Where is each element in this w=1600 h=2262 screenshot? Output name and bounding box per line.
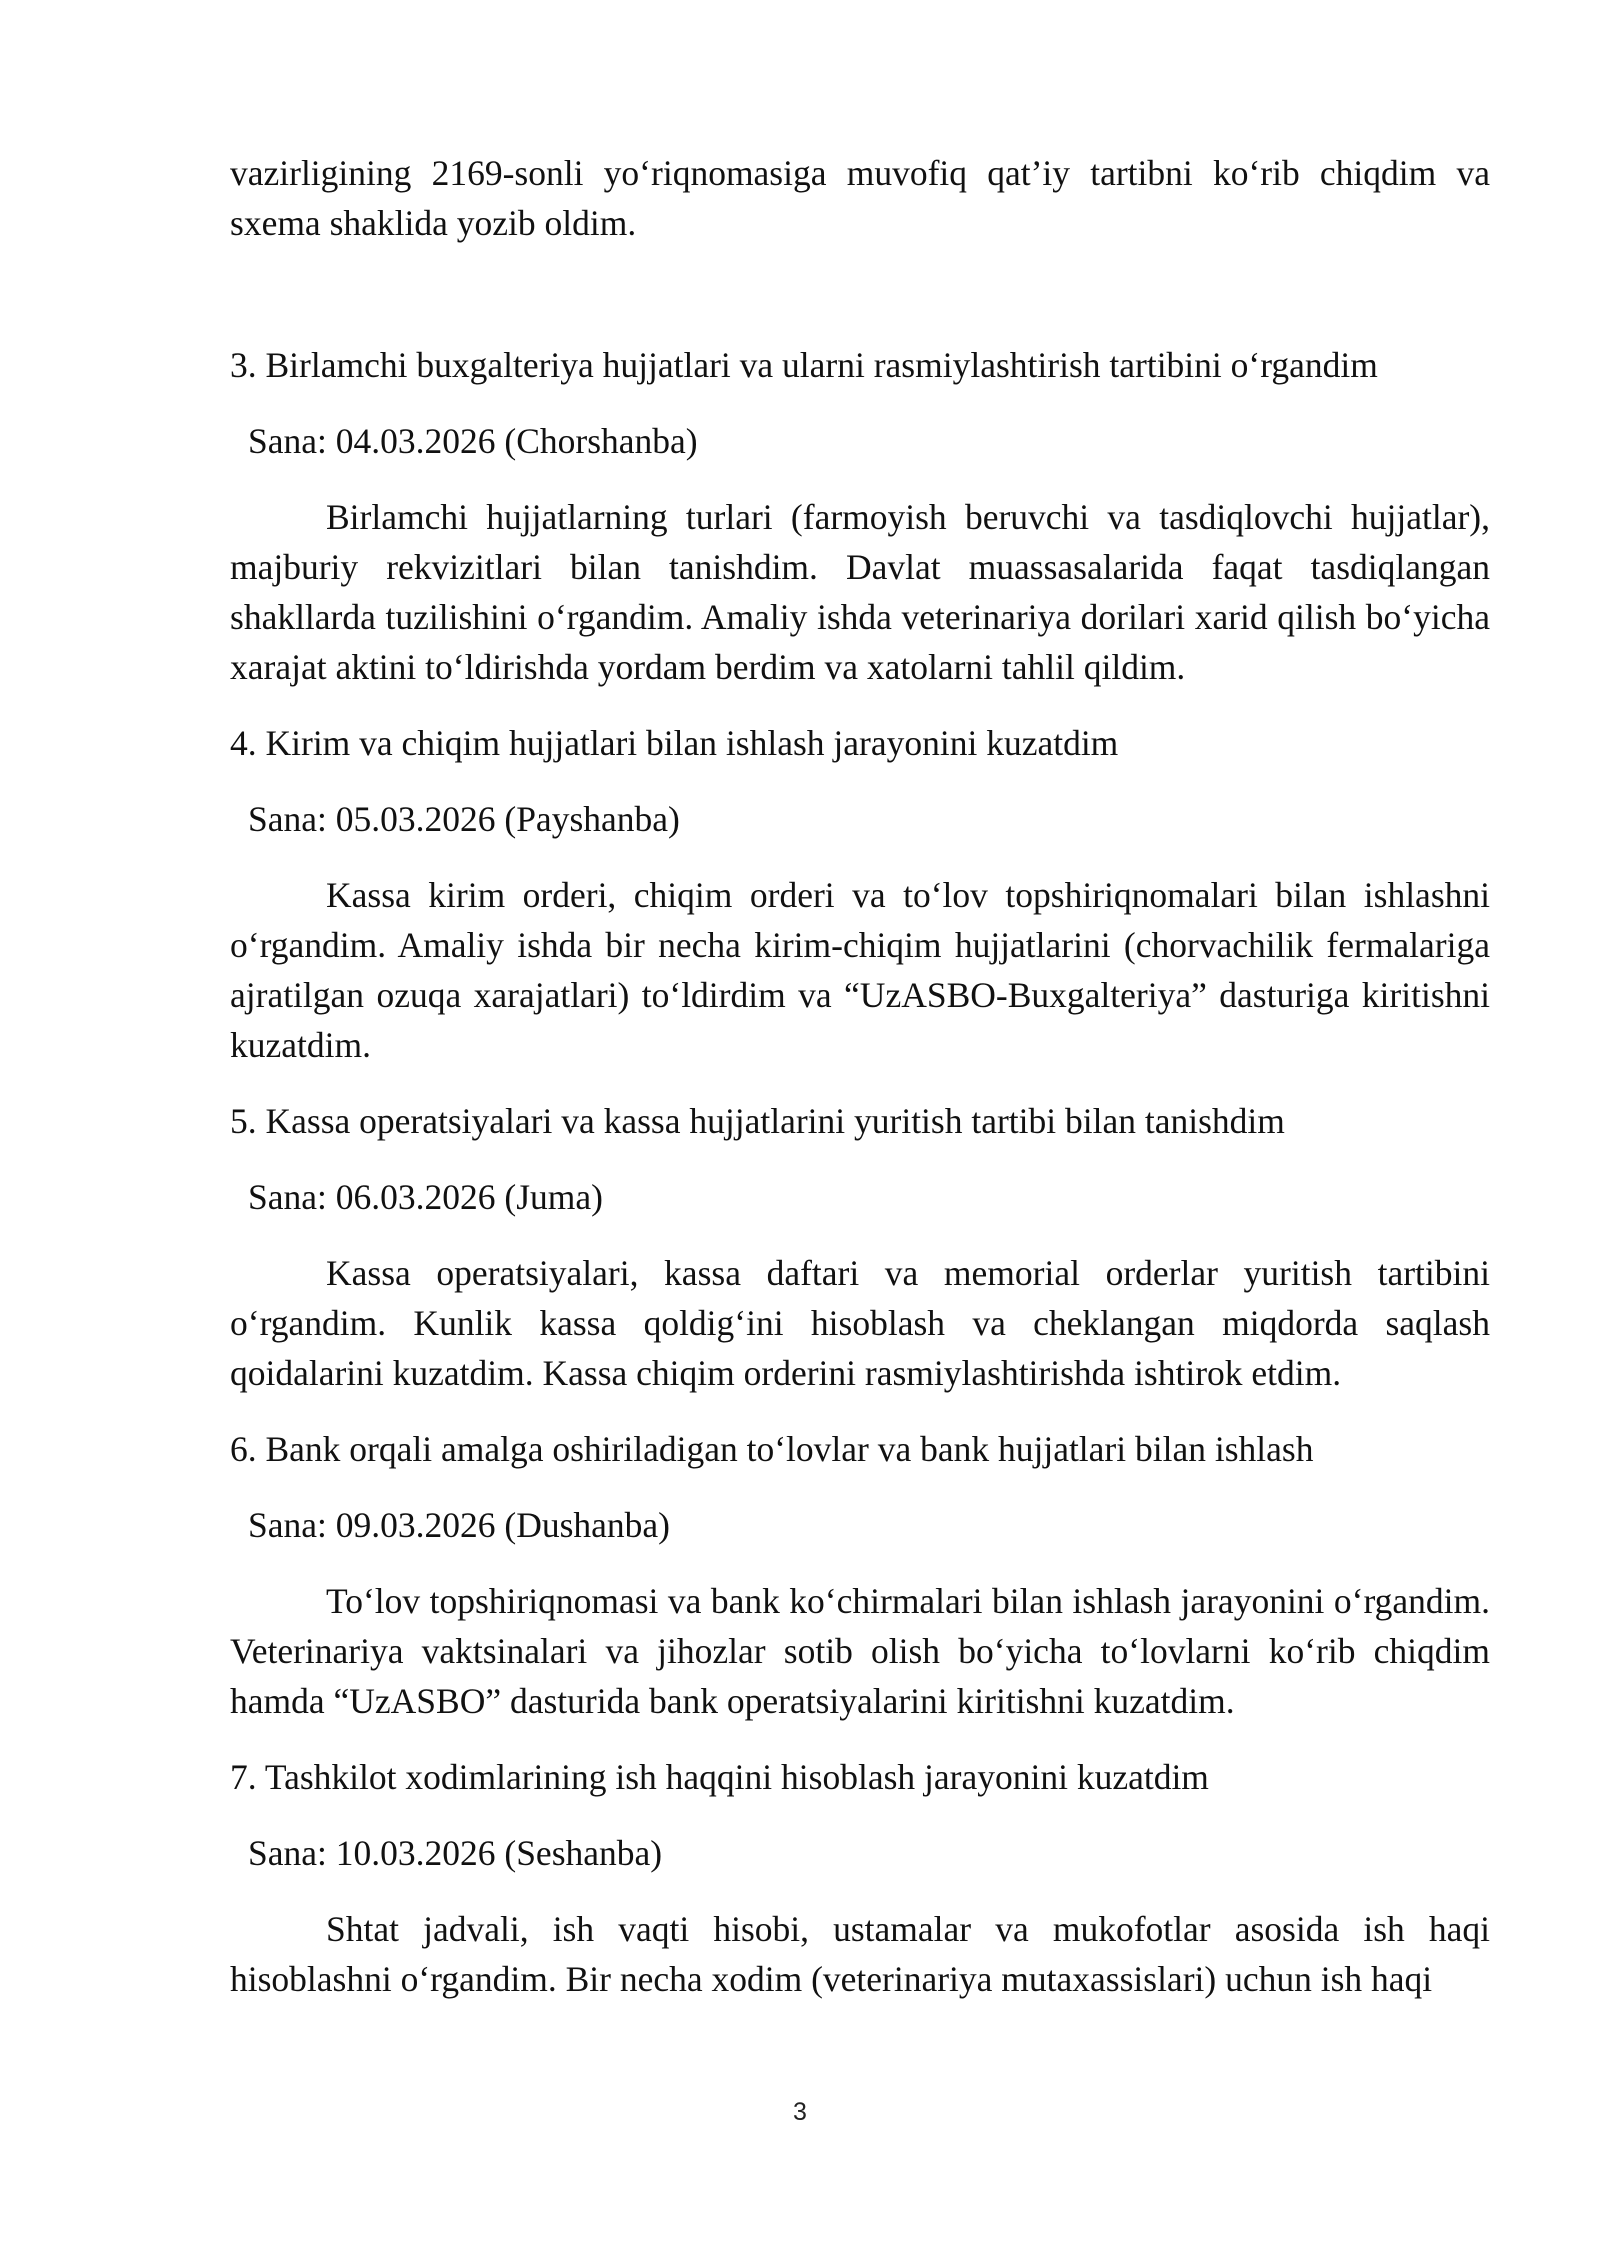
section-body: Shtat jadvali, ish vaqti hisobi, ustamalar va mukofotlar asosida ish haqi hisoblashni o‘rgandim. Bir necha xodim (veterinariya mutaxassislari) uchun ish haqi xyxy=(230,1909,1490,1999)
section-date: Sana: 06.03.2026 (Juma) xyxy=(248,1177,603,1217)
section-7 xyxy=(230,1752,1490,2004)
section-heading: 6. Bank orqali amalga oshiriladigan to‘lovlar va bank hujjatlari bilan ishlash xyxy=(230,1429,1314,1469)
section-heading: 4. Kirim va chiqim hujjatlari bilan ishlash jarayonini kuzatdim xyxy=(230,723,1119,763)
section-date: Sana: 10.03.2026 (Seshanba) xyxy=(248,1833,663,1873)
section-date: Sana: 04.03.2026 (Chorshanba) xyxy=(248,421,698,461)
intro-paragraph: vazirligining 2169-sonli yo‘riqnomasiga muvofiq qat’iy tartibni ko‘rib chiqdim va sxema shaklida yozib oldim. xyxy=(230,153,1490,243)
section-date: Sana: 05.03.2026 (Payshanba) xyxy=(248,799,680,839)
page-content xyxy=(230,148,1490,2004)
section-4 xyxy=(230,718,1490,1070)
section-heading: 7. Tashkilot xodimlarining ish haqqini hisoblash jarayonini kuzatdim xyxy=(230,1757,1209,1797)
section-body: Kassa kirim orderi, chiqim orderi va to‘lov topshiriqnomalari bilan ishlashni o‘rgandim. Amaliy ishda bir necha kirim-chiqim hujjatlarini (chorvachilik fermalariga ajratilgan ozuqa xarajatlari) to‘ldirdim va “UzASBO-Buxgalteriya” dasturiga kiritishni kuzatdim. xyxy=(230,875,1490,1065)
section-heading: 5. Kassa operatsiyalari va kassa hujjatlarini yuritish tartibi bilan tanishdim xyxy=(230,1101,1285,1141)
section-5 xyxy=(230,1096,1490,1398)
section-body: To‘lov topshiriqnomasi va bank ko‘chirmalari bilan ishlash jarayonini o‘rgandim. Veterinariya vaktsinalari va jihozlar sotib olish bo‘yicha to‘lovlarni ko‘rib chiqdim hamda “UzASBO” dasturida bank operatsiyalarini kiritishni kuzatdim. xyxy=(230,1581,1490,1721)
page-number: 3 xyxy=(793,2098,807,2126)
section-6 xyxy=(230,1424,1490,1726)
section-body: Birlamchi hujjatlarning turlari (farmoyish beruvchi va tasdiqlovchi hujjatlar), majburiy rekvizitlari bilan tanishdim. Davlat muassasalarida faqat tasdiqlangan shakllarda tuzilishini o‘rgandim. Amaliy ishda veterinariya dorilari xarid qilish bo‘yicha xarajat aktini to‘ldirishda yordam berdim va xatolarni tahlil qildim. xyxy=(230,497,1490,687)
section-3 xyxy=(230,340,1490,692)
section-heading: 3. Birlamchi buxgalteriya hujjatlari va ularni rasmiylashtirish tartibini o‘rgandim xyxy=(230,345,1378,385)
section-body: Kassa operatsiyalari, kassa daftari va memorial orderlar yuritish tartibini o‘rgandim. Kunlik kassa qoldig‘ini hisoblash va cheklangan miqdorda saqlash qoidalarini kuzatdim. Kassa chiqim orderini rasmiylashtirishda ishtirok etdim. xyxy=(230,1253,1490,1393)
section-date: Sana: 09.03.2026 (Dushanba) xyxy=(248,1505,670,1545)
